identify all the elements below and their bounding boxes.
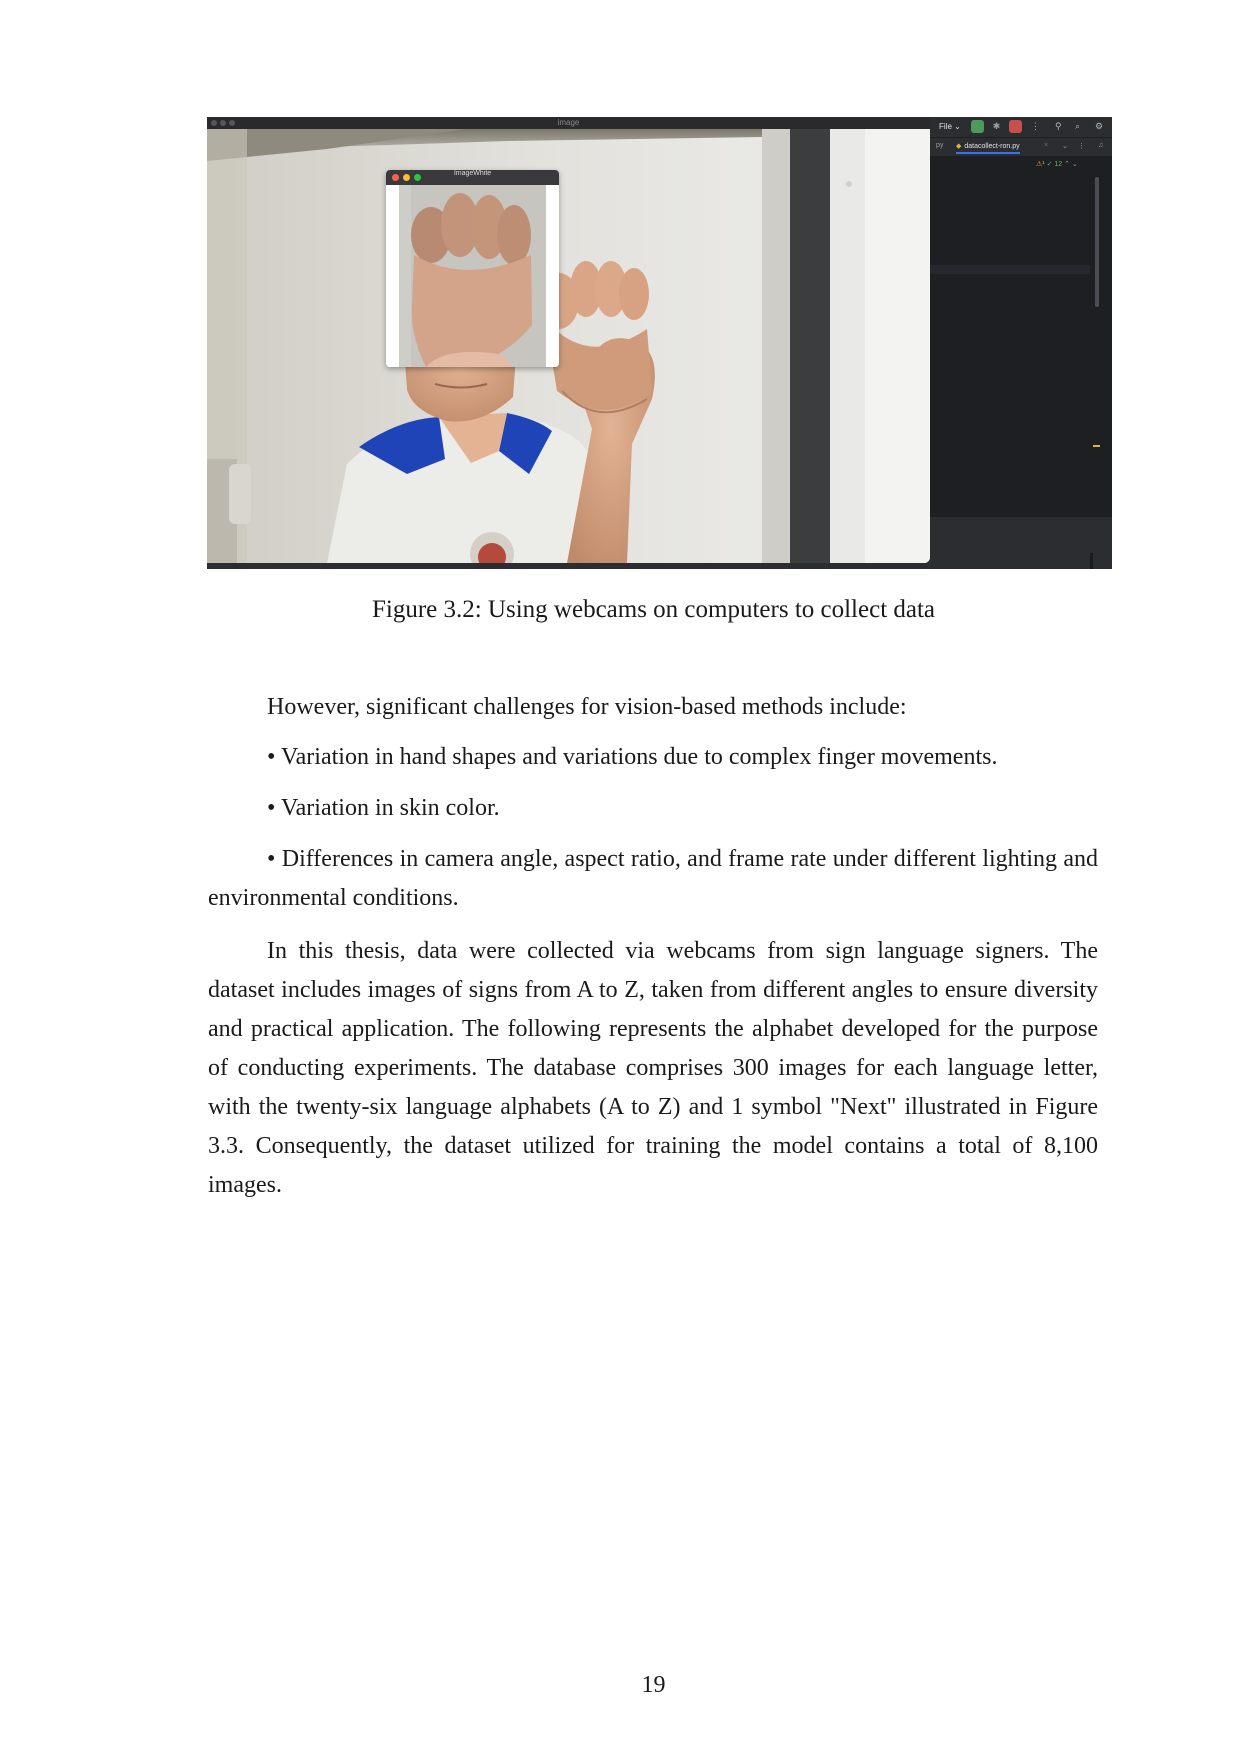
figure-caption: Figure 3.2: Using webcams on computers to collect data [371, 596, 936, 623]
more-tabs-icon[interactable]: ⋮ [1078, 143, 1085, 150]
current-line-highlight [930, 265, 1090, 274]
python-file-icon: ◆ [956, 143, 962, 150]
tab-datacollect-ron-label: datacollect-ron.py [964, 143, 1020, 150]
scrollbar-marker [1093, 445, 1100, 447]
chevron-down-icon[interactable]: ⌄ [1062, 143, 1068, 150]
webcam-photo [207, 129, 930, 563]
cropped-hand-image [386, 185, 559, 367]
ide-bottom-panel [930, 517, 1112, 569]
figure-webcam-screenshot [207, 117, 1112, 569]
bullet-item-skin-color: • Variation in skin color. [267, 795, 500, 821]
bullet-item-camera-angle: • Differences in camera angle, aspect ratio, and frame rate under different lighting and environmental conditions. [208, 846, 1098, 911]
tab-datacollect-ron[interactable] [956, 142, 1020, 154]
close-tab-icon[interactable]: × [1044, 142, 1049, 149]
imagewhite-window [386, 170, 559, 367]
notifications-bell-icon[interactable]: ♫ [1098, 142, 1104, 149]
ide-toolbar [930, 117, 1112, 137]
warning-count: ⚠¹ [1036, 161, 1045, 168]
camera-window-title: image [557, 118, 580, 127]
settings-gear-icon[interactable]: ⚙ [1095, 121, 1104, 131]
imagewhite-titlebar [386, 170, 559, 185]
search-icon[interactable]: ⌕ [1075, 121, 1081, 131]
check-count: ✓ 12 [1046, 161, 1063, 168]
camera-window [207, 117, 930, 563]
inspection-widget[interactable] [1036, 160, 1078, 168]
stop-button[interactable] [1009, 120, 1022, 133]
more-vertical-icon[interactable]: ⋮ [1031, 121, 1040, 131]
ide-panel [930, 117, 1112, 569]
debug-icon[interactable]: ✱ [992, 121, 1001, 131]
run-button[interactable] [971, 120, 984, 133]
camera-window-titlebar [207, 117, 930, 129]
page-number: 19 [641, 1672, 666, 1698]
tab-previous-file[interactable]: py [936, 142, 944, 149]
ide-file-menu[interactable]: File ⌄ [939, 122, 961, 131]
bullet-item-hand-shapes: • Variation in hand shapes and variations due to complex finger movements. [267, 744, 998, 770]
imagewhite-title: ImageWhite [453, 170, 492, 177]
add-user-icon[interactable]: ⚲ [1055, 121, 1062, 131]
dataset-paragraph: In this thesis, data were collected via webcams from sign language signers. The dataset includes images of signs from A to Z, taken from different angles to ensure diversity and practical application. The following represents the alphabet developed for the purpose of conducting experiments. The database comprises 300 images for each language letter, with the twenty-six language alphabets (A to Z) and 1 symbol "Next" illustrated in Figure 3.3. Consequently, the dataset utilized for training the model contains a total of 8,100 images. [208, 938, 1098, 1198]
ide-bottom-divider [1090, 553, 1093, 569]
inspection-nav[interactable]: ⌃ ⌄ [1064, 161, 1078, 168]
ide-tab-bar [930, 137, 1112, 156]
editor-scrollbar[interactable] [1095, 177, 1099, 307]
intro-paragraph: However, significant challenges for vision-based methods include: [267, 694, 907, 720]
